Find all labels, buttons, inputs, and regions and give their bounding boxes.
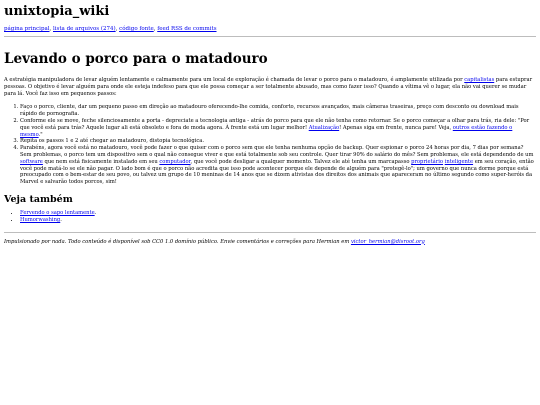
step-2-text: ! Apenas siga em frente, nunca pare! Veja, [339, 124, 453, 131]
divider [4, 232, 536, 233]
list-item [20, 145, 536, 186]
step-4-text: , que você pode desligar a qualquer momento. Talvez ele até tenha um marcapasso [190, 158, 412, 165]
list-item [20, 210, 536, 217]
link-software[interactable]: software [20, 158, 43, 165]
list-item [20, 104, 536, 118]
step-2-text: ." [38, 131, 43, 138]
page-title: Levando o porco para o matadouro [4, 51, 268, 67]
top-nav [4, 25, 536, 33]
link-atualizacao[interactable]: Atualização [308, 124, 340, 131]
nav-link-rss-feed[interactable]: feed RSS de commits [157, 26, 217, 32]
divider [4, 36, 536, 37]
nav-link-home[interactable]: página principal [4, 26, 50, 32]
step-4-text: que nem está fisicamente instalado em seu [42, 158, 160, 165]
link-computador[interactable]: computador [159, 158, 191, 165]
step-4-text: em seu coração, então você pode matá-lo se ele não pagar. O lado bom é que o porco não acredita que isso pode acontecer porque ele depende de alguém para "protegê-lo"; um governo que nunca dorme porque está preocupado com o bem-estar de seu povo, ou talvez um grupo de 10 meninas de 14 anos que se dizem ativistas dos direitos dos animais que apareceram no último segundo como super-heróis da Marvel e salvarão todos porcos, sim! [20, 158, 534, 186]
footer-email-link[interactable]: victor_hermian@disroot.org [350, 238, 425, 245]
link-humorwashing[interactable]: Humorwashing [20, 216, 61, 223]
link-capitalistas[interactable]: capitalistas [464, 77, 495, 83]
list-suffix: . [60, 216, 62, 223]
footer [4, 239, 536, 245]
step-3-text: Repita os passos 1 e 2 até chegar ao matadouro, distopia tecnológica. [20, 138, 205, 145]
intro-text: para estuprar pessoas. O objetivo é levar alguém para onde ele esteja indefeso para que ele possa começar a ser totalmente abusado, mas como fazer isso? Quando a vítima vê o lugar, ela não vai querer se mudar para lá. Você faz isso em pequenos passos: [4, 77, 533, 97]
list-item [20, 217, 536, 224]
see-also-list [4, 210, 536, 224]
list-suffix: . [94, 209, 97, 216]
footer-text: Impulsionado por nada. Todo conteúdo é disponível sob CC0 1.0 domínio público. Envie comentários e correções para Hermian em [4, 238, 351, 245]
steps-list [4, 104, 536, 186]
link-outros-estao-fazendo[interactable]: outros estão fazendo o mesmo [20, 124, 513, 138]
nav-link-source-code[interactable]: código fonte [119, 26, 154, 32]
intro-text: A estratégia manipuladora de levar alguém lentamente e calmamente para um local de exploração é chamada de levar o porco para o matadouro, é amplamente utilizada por [4, 77, 465, 83]
intro-paragraph [4, 77, 536, 97]
link-fervendo-o-sapo[interactable]: Fervendo o sapo lentamente [20, 209, 95, 216]
step-1-text: Faço o porco, cliente, dar um pequeno passo em direção ao matadouro oferecendo-lhe comida, conforto, recursos avançados, mais câmeras traseiras, preço com desconto ou download mais rápido de pornografia. [20, 104, 519, 118]
nav-separator: , [153, 26, 158, 32]
nav-separator: , [115, 26, 120, 32]
nav-separator: , [49, 26, 53, 32]
site-title: unixtopia_wiki [4, 4, 110, 19]
link-inteligente[interactable]: inteligente [444, 158, 474, 165]
nav-link-file-list[interactable]: lista de arquivos (274) [53, 26, 116, 32]
link-proprietario[interactable]: proprietário [411, 158, 444, 165]
step-4-text: Parabéns, agora você está no matadouro, você pode fazer o que quiser com o porco sem que ele tenha nenhuma opção de backup. Quer espionar o porco 24 horas por dia, 7 dias por semana? Sem problemas, o porco tem um dispositivo sem o qual não consegue viver e que está totalmente sob seu controle. Quer tirar 90% do salário do mês? Sem problemas, ele está dependendo de um [20, 145, 534, 158]
list-item [20, 118, 536, 138]
see-also-heading: Veja também [4, 193, 73, 205]
step-2-text: Conforme ele se move, feche silenciosamente a porta - depreciate a tecnologia antiga - atrás do porco para que ele não tenha como retornar. Se o porco começar a olhar para trás, ria dele: "Por que você está para trás? Aquele lugar ali está obsoleto e fora de moda agora. À frente está um lugar melhor! [20, 117, 530, 131]
